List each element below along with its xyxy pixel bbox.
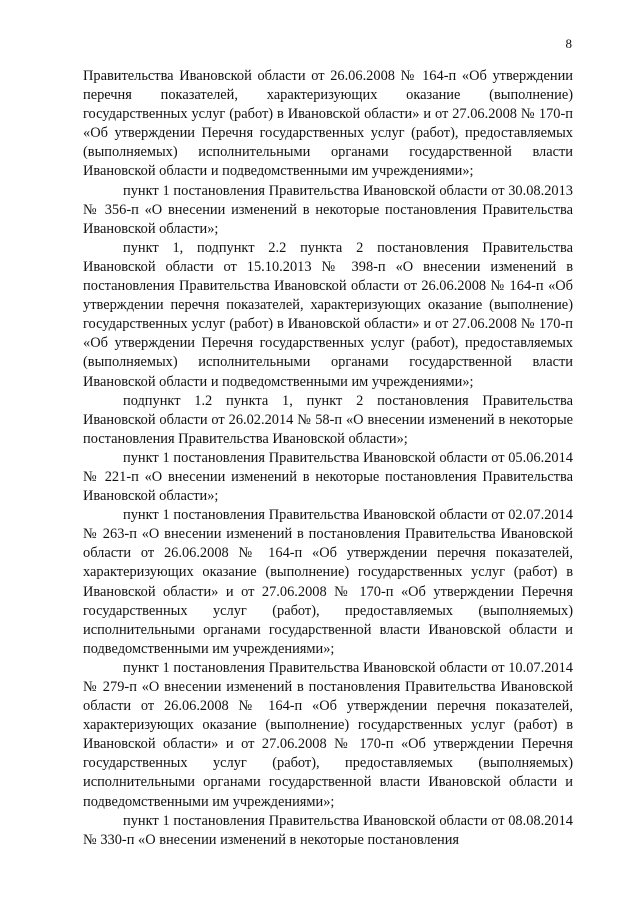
- paragraph-continuation: Правительства Ивановской области от 26.06.2008 № 164-п «Об утверждении перечня показателей, характеризующих оказание (выполнение) государственных услуг (работ) в Ивановской области» и от 27.06.2008 № 170-п «Об утверждении Перечня государственных услуг (работ), предоставляемых (выполняемых) исполнительными органами государственной власти Ивановской области и подведомственными им учреждениями»;: [83, 68, 573, 180]
- paragraph-item: подпункт 1.2 пункта 1, пункт 2 постановления Правительства Ивановской области от 26.02.2014 № 58-п «О внесении изменений в некоторые постановления Правительства Ивановской области»;: [83, 392, 573, 447]
- page-number: 8: [565, 36, 572, 51]
- paragraph-item: пункт 1, подпункт 2.2 пункта 2 постановления Правительства Ивановской области от 15.10.2013 № 398-п «О внесении изменений в постановления Правительства Ивановской области от 26.06.2008 № 164-п «Об утверждении перечня показателей, характеризующих оказание (выполнение) государственных услуг (работ) в Ивановской области» и от 27.06.2008 № 170-п «Об утверждении Перечня государственных услуг (работ), предоставляемых (выполняемых) исполнительными органами государственной власти Ивановской области и подведомственными им учреждениями»;: [83, 239, 573, 390]
- paragraph-item: пункт 1 постановления Правительства Ивановской области от 30.08.2013 № 356-п «О внесении изменений в некоторые постановления Правительства Ивановской области»;: [83, 182, 573, 237]
- paragraph-item: пункт 1 постановления Правительства Ивановской области от 05.06.2014 № 221-п «О внесении изменений в некоторые постановления Правительства Ивановской области»;: [83, 449, 573, 505]
- paragraph-item: пункт 1 постановления Правительства Ивановской области от 08.08.2014 № 330-п «О внесении изменений в некоторые постановления: [83, 812, 573, 848]
- paragraph-item: пункт 1 постановления Правительства Ивановской области от 10.07.2014 № 279-п «О внесении изменений в постановления Правительства Ивановской области от 26.06.2008 № 164-п «Об утверждении перечня показателей, характеризующих оказание (выполнение) государственных услуг (работ) в Ивановской области» и от 27.06.2008 № 170-п «Об утверждении Перечня государственных услуг (работ), предоставляемых (выполняемых) исполнительными органами государственной власти Ивановской области и подведомственными им учреждениями»;: [83, 659, 573, 810]
- paragraph-item: пункт 1 постановления Правительства Ивановской области от 02.07.2014 № 263-п «О внесении изменений в постановления Правительства Ивановской области от 26.06.2008 № 164-п «Об утверждении перечня показателей, характеризующих оказание (выполнение) государственных услуг (работ) в Ивановской области» и от 27.06.2008 № 170-п «Об утверждении Перечня государственных услуг (работ), предоставляемых (выполняемых) исполнительными органами государственной власти Ивановской области и подведомственными им учреждениями»;: [83, 507, 573, 657]
- document-body: [83, 67, 573, 850]
